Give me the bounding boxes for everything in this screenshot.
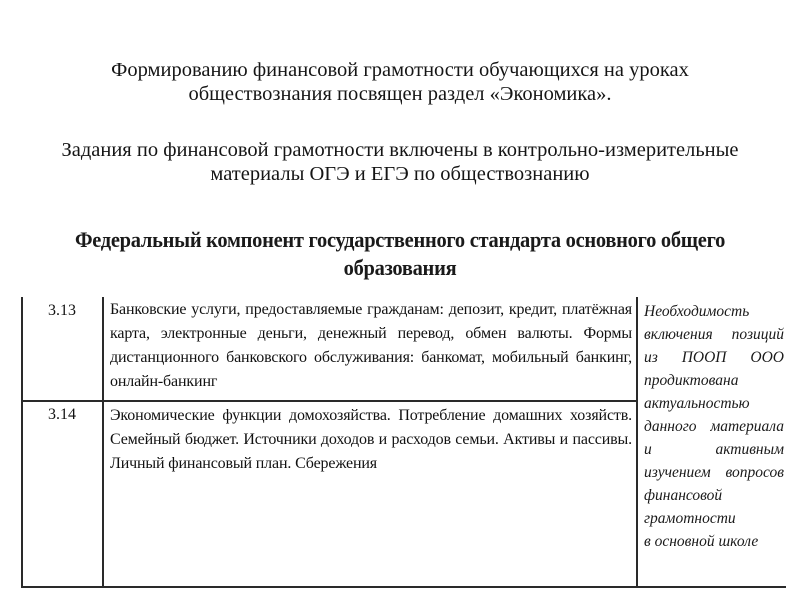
intro-paragraph-exam-materials: Задания по финансовой грамотности включены в контрольно-измерительные материалы ОГЭ и ЕГЭ по обществознанию — [61, 139, 739, 185]
row-content: Банковские услуги, предоставляемые гражданам: депозит, кредит, платёжная карта, электронные деньги, денежный перевод, обмен валюты. Формы дистанционного банковского обслуживания: банкомат, мобильный банкинг, онлайн-банкинг — [110, 301, 632, 390]
justification-note — [644, 300, 784, 553]
note-line: в основной школе — [644, 533, 759, 550]
note-line: актуальностью — [644, 395, 750, 412]
row-number: 3.14 — [48, 406, 76, 423]
standard-heading: Федеральный компонент государственного стандарта основного общего образования — [74, 227, 726, 280]
table-border-right — [636, 297, 638, 587]
note-border-bottom — [636, 586, 786, 588]
note-line: из ПООП ООО — [644, 349, 784, 366]
table-row-divider — [21, 400, 637, 402]
note-line: включения позиций — [644, 326, 784, 343]
note-line: и активным — [644, 441, 784, 458]
table-border-bottom — [21, 586, 637, 588]
table-divider-number-column — [102, 297, 104, 587]
note-line: данного материала — [644, 418, 784, 435]
note-line: Необходимость — [644, 303, 750, 320]
row-content: Экономические функции домохозяйства. Потребление домашних хозяйств. Семейный бюджет. Источники доходов и расходов семьи. Активы и пассивы. Личный финансовый план. Сбережения — [110, 407, 632, 472]
note-line: продиктована — [644, 372, 739, 389]
table-border-left — [21, 297, 23, 587]
intro-paragraph-economics-section: Формированию финансовой грамотности обучающихся на уроках обществознания посвящен раздел «Экономика». — [111, 59, 689, 105]
note-line: изучением вопросов — [644, 464, 784, 481]
note-line: грамотности — [644, 510, 736, 527]
row-number: 3.13 — [48, 302, 76, 319]
note-line: финансовой — [644, 487, 723, 504]
